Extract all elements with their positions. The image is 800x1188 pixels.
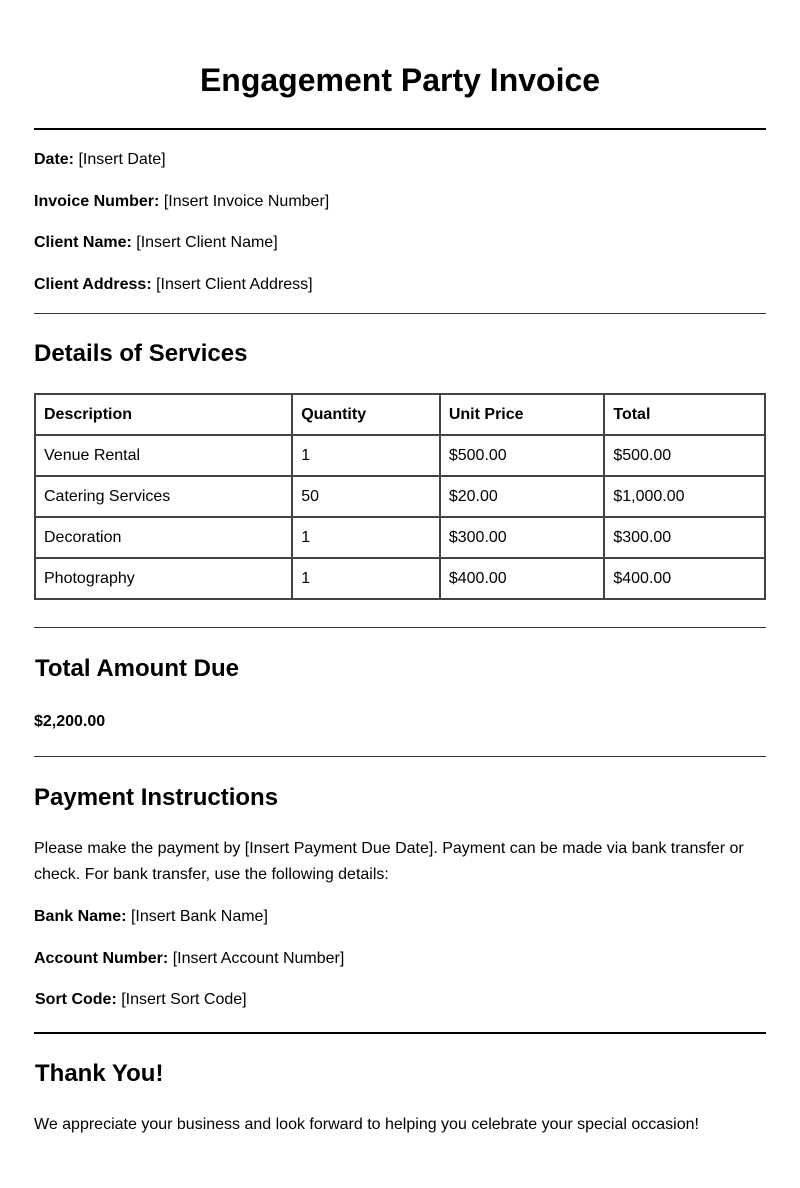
date-label: Date:: [34, 151, 75, 168]
bank-name-label: Bank Name:: [34, 908, 127, 925]
page-title: Engagement Party Invoice: [199, 62, 601, 98]
table-row: [35, 476, 765, 517]
client-address-value: [Insert Client Address]: [156, 276, 313, 293]
table-cell: Photography: [35, 558, 292, 599]
table-cell: $400.00: [440, 558, 605, 599]
date-value: [Insert Date]: [78, 151, 166, 168]
date-line: [34, 150, 166, 170]
divider: [34, 128, 766, 130]
sort-code-label: Sort Code:: [35, 991, 117, 1008]
services-table: [34, 393, 766, 600]
thanks-heading: Thank You!: [35, 1060, 164, 1087]
account-number-label: Account Number:: [34, 950, 169, 967]
table-cell: Decoration: [35, 517, 292, 558]
table-row: [35, 558, 765, 599]
table-row: [35, 517, 765, 558]
account-number-value: [Insert Account Number]: [172, 950, 345, 967]
table-cell: $20.00: [440, 476, 605, 517]
table-header-row: [35, 394, 765, 435]
table-cell: $500.00: [604, 435, 765, 476]
sort-code-line: [35, 990, 247, 1010]
table-cell: 1: [292, 558, 440, 599]
table-cell: Venue Rental: [35, 435, 292, 476]
payment-instructions-text: Please make the payment by [Insert Payment Due Date]. Payment can be made via bank transfer or check. For bank transfer, use the following details:: [34, 840, 744, 883]
divider: [34, 627, 766, 628]
table-cell: $400.00: [604, 558, 765, 599]
table-cell: $300.00: [440, 517, 605, 558]
table-cell: 1: [292, 435, 440, 476]
account-number-line: [34, 949, 344, 969]
column-header: Quantity: [292, 394, 440, 435]
client-name-value: [Insert Client Name]: [136, 234, 278, 251]
table-cell: $500.00: [440, 435, 605, 476]
column-header: Total: [604, 394, 765, 435]
sort-code-value: [Insert Sort Code]: [121, 991, 247, 1008]
table-row: [35, 435, 765, 476]
total-heading: Total Amount Due: [35, 655, 239, 682]
invoice-number-label: Invoice Number:: [34, 193, 160, 210]
table-cell: $300.00: [604, 517, 765, 558]
table-cell: 1: [292, 517, 440, 558]
column-header: Unit Price: [440, 394, 605, 435]
column-header: Description: [35, 394, 292, 435]
client-address-label: Client Address:: [34, 276, 152, 293]
table-cell: $1,000.00: [604, 476, 765, 517]
divider: [34, 756, 766, 757]
table-cell: Catering Services: [35, 476, 292, 517]
payment-heading: Payment Instructions: [34, 784, 279, 811]
client-name-label: Client Name:: [34, 234, 132, 251]
divider: [34, 313, 766, 314]
invoice-number-value: [Insert Invoice Number]: [163, 193, 330, 210]
bank-name-line: [34, 907, 268, 927]
table-cell: 50: [292, 476, 440, 517]
invoice-number-line: [34, 192, 329, 212]
thanks-text: We appreciate your business and look forward to helping you celebrate your special occasion!: [34, 1116, 699, 1133]
services-heading: Details of Services: [34, 340, 248, 367]
client-name-line: [34, 233, 278, 253]
total-amount: $2,200.00: [34, 713, 106, 730]
client-address-line: [34, 275, 313, 295]
divider: [34, 1032, 766, 1034]
bank-name-value: [Insert Bank Name]: [130, 908, 268, 925]
